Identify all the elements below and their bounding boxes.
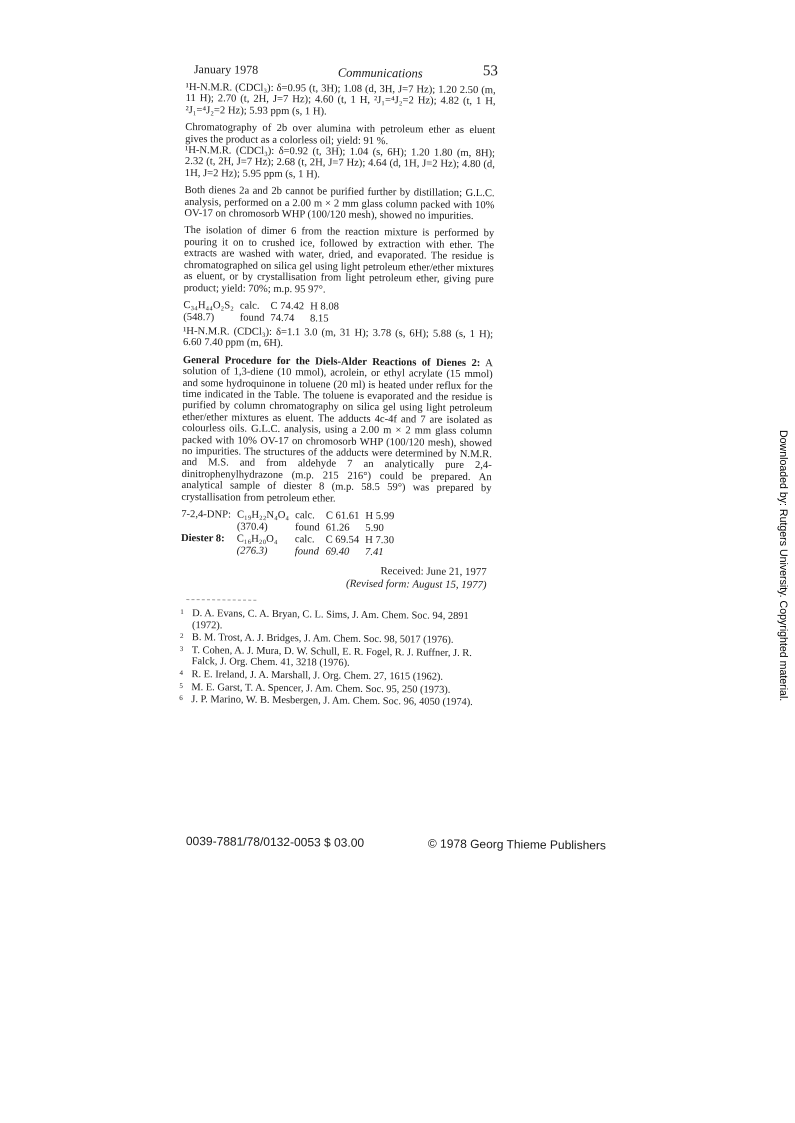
analysis2-label: 7-2,4-DNP: bbox=[181, 508, 232, 521]
analysis3-calc-c: C 69.54 bbox=[325, 534, 360, 546]
analysis2-formula: C₁₉H₂₂N₄O₄ bbox=[236, 509, 290, 522]
analysis2-calc-label: calc. bbox=[295, 510, 315, 522]
header-page-number: 53 bbox=[482, 63, 498, 80]
analysis2-found-h: 5.90 bbox=[365, 522, 384, 535]
footer-code: 0039-7881/78/0132-0053 $ 03.00 bbox=[185, 834, 365, 850]
reference-text: D. A. Evans, C. A. Bryan, C. L. Sims, J. Am. Chem. Soc. 94, 2891 (1972). bbox=[192, 608, 469, 632]
revised-date: (Revised form: August 15, 1977) bbox=[346, 577, 487, 592]
analysis1-formula: C₃₄H₄₄O₂S₂ bbox=[183, 299, 234, 312]
analysis1-found-label: found bbox=[239, 312, 265, 324]
analysis3-found-label: found bbox=[294, 546, 319, 558]
nmr-text-1: ¹H-N.M.R. (CDCl₃): δ=0.95 (t, 3H); 1.08 (d, 3H, J=7 Hz); 1.20 2.50 (m, 11 H); 2.70 (t, 2H, J=7 Hz); 4.60 (t, 1 H, ²J₁=⁴J₂=2 Hz); 4.82 (t, 1 H, ²J₁=⁴J₂=2 Hz); 5.93 ppm (s, 1 H). bbox=[185, 81, 496, 118]
reference-number: 5 bbox=[179, 681, 183, 690]
analysis3-formula: C₁₆H₂₀O₄ bbox=[236, 533, 278, 545]
analysis1-found-c: 74.74 bbox=[270, 312, 295, 325]
analysis3-calc-label: calc. bbox=[294, 534, 315, 546]
analysis3-found-c: 69.40 bbox=[325, 546, 350, 558]
reference-text: T. Cohen, A. J. Mura, D. W. Schull, E. R. Fogel, R. J. Ruffner, J. R. Falck, J. Org. Chem. 41, 3218 (1976). bbox=[191, 644, 472, 670]
reference-text: J. P. Marino, W. B. Mesbergen, J. Am. Chem. Soc. 96, 4050 (1974). bbox=[191, 694, 473, 709]
reference-item bbox=[180, 608, 490, 634]
dimer-text: The isolation of dimer 6 from the reaction mixture is performed by pouring it on to crushed ice, followed by extraction with ether. The extracts are washed with water, dried, and evaporated. The residue is chromatographed on silica gel using light petroleum ether/ether mixtures as eluent, or by crystallisation from light petroleum ether, giving pure product; yield: 70%; m.p. 95 97°. bbox=[183, 225, 495, 295]
reference-number: 1 bbox=[180, 607, 184, 617]
download-notice-sidebar bbox=[775, 430, 789, 702]
journal-page bbox=[179, 60, 496, 710]
chromatography-paragraph bbox=[185, 122, 496, 182]
nmr-paragraph-1 bbox=[185, 82, 495, 119]
nmr-text-3: ¹H-N.M.R. (CDCl₃): δ=1.1 3.0 (m, 31 H); 3.78 (s, 6H); 5.88 (s, 1 H); 6.60 7.40 ppm (m, 6H). bbox=[182, 325, 494, 350]
dienes-paragraph bbox=[184, 185, 494, 222]
header-date: January 1978 bbox=[193, 62, 259, 77]
analysis1-calc-c: C 74.42 bbox=[270, 300, 305, 313]
analysis2-calc-h: H 5.99 bbox=[365, 510, 395, 523]
reference-number: 3 bbox=[179, 644, 184, 653]
analysis2-mw: (370.4) bbox=[236, 521, 268, 533]
analysis2-calc-c: C 61.61 bbox=[325, 510, 360, 522]
elemental-analysis-1 bbox=[183, 300, 493, 327]
references-list bbox=[179, 608, 490, 709]
reference-text: R. E. Ireland, J. A. Marshall, J. Org. Chem. 27, 1615 (1962). bbox=[191, 669, 444, 683]
general-procedure-text: A solution of 1,3-diene (10 mmol), acrolein, or ethyl acrylate (15 mmol) and some hydroquinone in toluene (20 ml) is heated under reflux for the time indicated in the Table. The toluene is evaporated and the residue is purified by column chromatography on silica gel using light petroleum ether/ether mixtures as eluent. The adducts 4c-4f and 7 are isolated as colourless oils. G.L.C. analysis, using a 2.00 m × 2 mm glass column packed with 10% OV-17 on chromosorb WHP (100/120 mesh), showed no impurities. The structures of the adducts were determined by N.M.R. and M.S. and from aldehyde 7 an analytically pure 2,4-dinitrophenylhydrazone (m.p. 215 216°) could be prepared. An analytical sample of diester 8 (m.p. 58.5 59°) was prepared by crystallisation from petroleum ether. bbox=[181, 357, 493, 505]
reference-item bbox=[179, 694, 489, 709]
footer-copyright: © 1978 Georg Thieme Publishers bbox=[427, 836, 607, 853]
analysis3-found-h: 7.41 bbox=[364, 546, 384, 559]
page-header bbox=[186, 60, 496, 85]
received-date: Received: June 21, 1977 bbox=[380, 565, 487, 579]
reference-item bbox=[180, 645, 490, 671]
reference-number: 2 bbox=[179, 632, 184, 641]
analysis3-mw: (276.3) bbox=[236, 545, 268, 557]
analysis1-found-h: 8.15 bbox=[309, 313, 329, 325]
references-divider bbox=[186, 599, 256, 601]
received-dates bbox=[180, 563, 486, 592]
nmr-text-2: ¹H-N.M.R. (CDCl₃): δ=0.92 (t, 3H); 1.04 (s, 6H); 1.20 1.80 (m, 8H); 2.32 (t, 2H, J=7 Hz); 2.68 (t, 2H, J=7 Hz); 4.64 (d, 1H, J=2 Hz); 4.80 (d, 1H, J=2 Hz); 5.95 ppm (s, 1 H). bbox=[184, 145, 496, 181]
general-procedure-title: General Procedure for the Diels-Alder Reactions of Dienes 2: bbox=[182, 354, 481, 369]
reference-text: B. M. Trost, A. J. Bridges, J. Am. Chem. Soc. 98, 5017 (1976). bbox=[191, 632, 454, 647]
analysis2-found-c: 61.26 bbox=[325, 522, 350, 534]
elemental-analysis-2 bbox=[181, 509, 491, 560]
general-procedure bbox=[181, 355, 493, 507]
download-notice-text: Downloaded by: Rutgers University. Copyrighted material. bbox=[777, 430, 789, 702]
analysis3-calc-h: H 7.30 bbox=[365, 534, 395, 547]
analysis2-found-label: found bbox=[294, 522, 320, 534]
nmr-paragraph-3 bbox=[183, 326, 493, 352]
page-footer bbox=[185, 834, 616, 853]
reference-number: 6 bbox=[179, 694, 183, 703]
chromatography-text: Chromatography of 2b over alumina with petroleum ether as eluent gives the product as a colorless oil; yield: 91 %. bbox=[185, 122, 496, 147]
analysis3-label: Diester 8: bbox=[180, 532, 225, 545]
dienes-text: Both dienes 2a and 2b cannot be purified further by distillation; G.L.C. analysis, performed on a 2.00 m × 2 mm glass column packed with 10% OV-17 on chromosorb WHP (100/120 mesh), showed no impurities. bbox=[184, 185, 495, 223]
analysis1-calc-label: calc. bbox=[239, 300, 260, 312]
reference-number: 4 bbox=[179, 668, 184, 677]
analysis1-mw: (548.7) bbox=[183, 311, 215, 324]
reference-text: M. E. Garst, T. A. Spencer, J. Am. Chem. Soc. 95, 250 (1973). bbox=[191, 681, 451, 696]
dimer-paragraph bbox=[184, 225, 495, 297]
header-section: Communications bbox=[337, 65, 423, 81]
analysis1-calc-h: H 8.08 bbox=[310, 301, 340, 313]
